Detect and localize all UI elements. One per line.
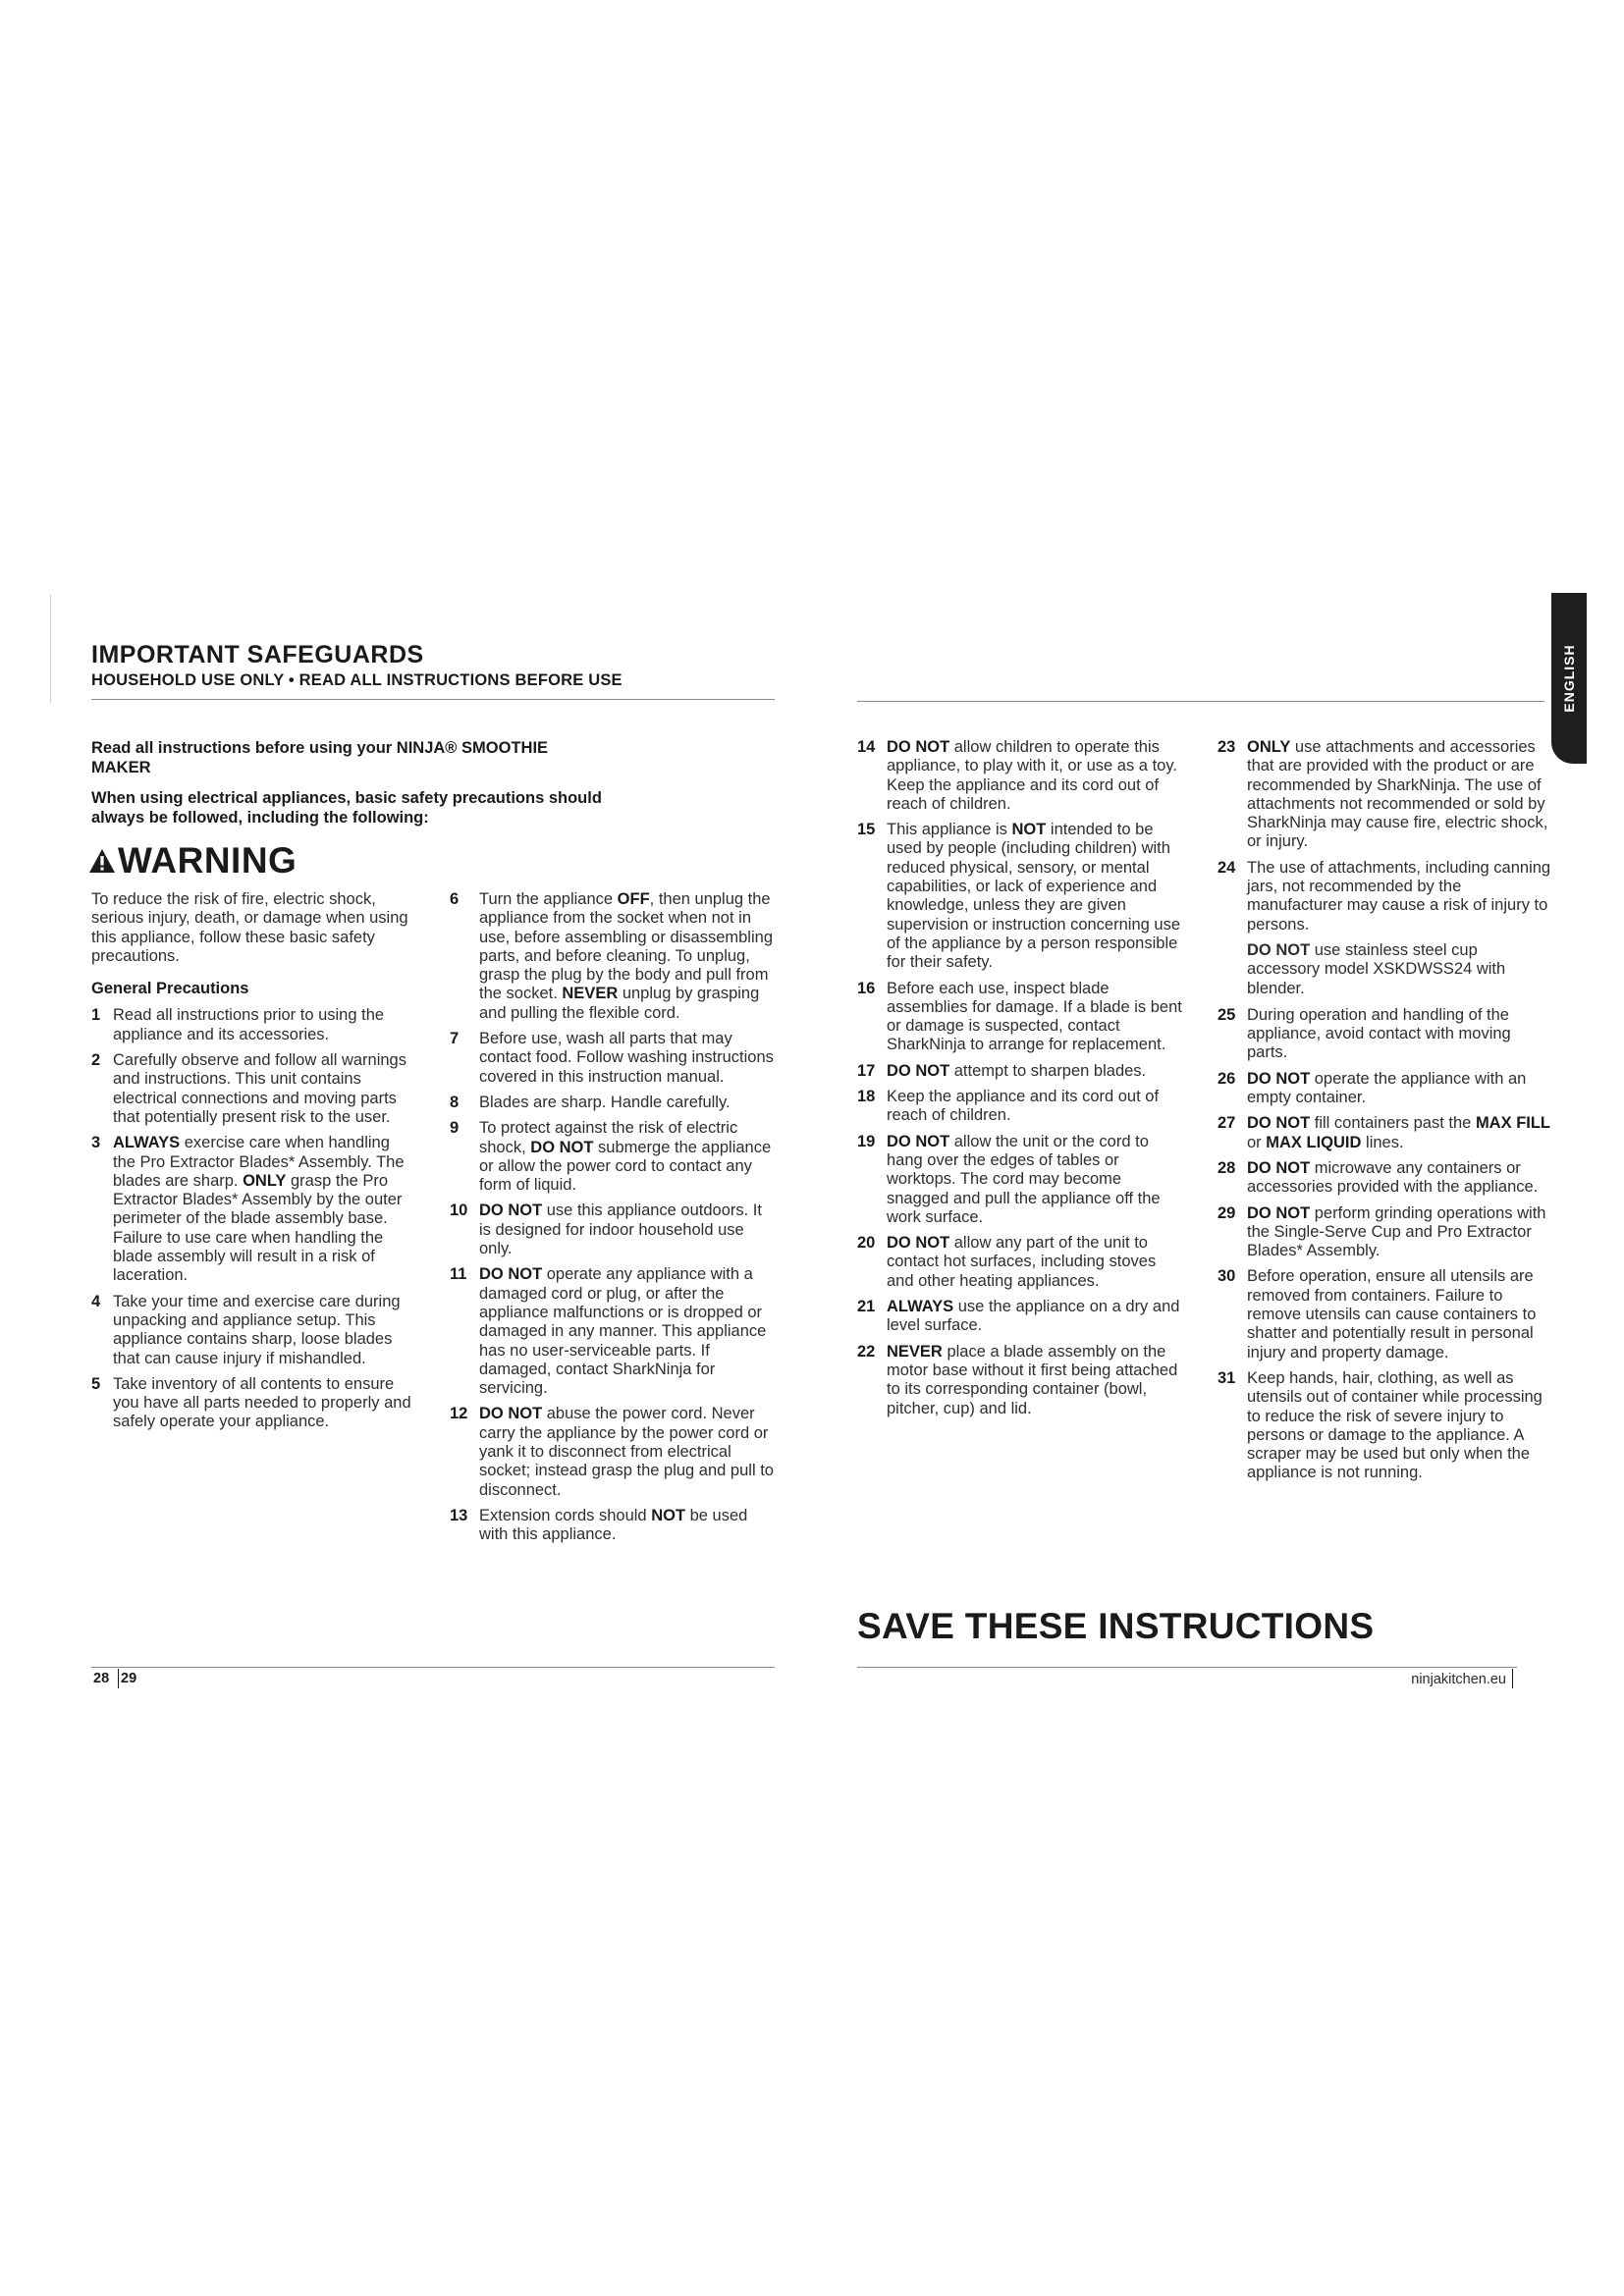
footer-url-rule: [1512, 1669, 1513, 1688]
list-item-note: DO NOT use stainless steel cup accessory model XSKDWSS24 with blender.: [1247, 940, 1506, 997]
list-item: 21 ALWAYS use the appliance on a dry and level surface.: [857, 1298, 1180, 1335]
column-3: [857, 738, 1186, 1425]
list-item: 18 Keep the appliance and its cord out of reach of children.: [857, 1088, 1160, 1125]
list-item: 5 Take inventory of all contents to ensure you have all parts needed to properly and safely operate your appliance.: [91, 1374, 411, 1431]
page-header: [91, 640, 779, 690]
warning-label: WARNING: [118, 840, 298, 881]
save-instructions-heading: SAVE THESE INSTRUCTIONS: [857, 1606, 1375, 1646]
list-item: 27 DO NOT fill containers past the MAX FILL or MAX LIQUID lines.: [1218, 1114, 1551, 1151]
list-item: 1 Read all instructions prior to using the appliance and its accessories.: [91, 1006, 385, 1043]
list-item: 10 DO NOT use this appliance outdoors. It is designed for indoor household use only.: [450, 1201, 762, 1258]
list-item: 11 DO NOT operate any appliance with a damaged cord or plug, or after the appliance malfunctions or is dropped or damaged in any manner. This appliance has no user-serviceable parts. If damaged, contact SharkNinja for servicing.: [450, 1265, 767, 1398]
list-item: 25 During operation and handling of the appliance, avoid contact with moving parts.: [1218, 1005, 1511, 1062]
list-item: 28 DO NOT microwave any containers or accessories provided with the appliance.: [1218, 1158, 1539, 1197]
list-item: 3 ALWAYS exercise care when handling the Pro Extractor Blades* Assembly. The blades are sharp. ONLY grasp the Pro Extractor Blades* Assembly by the outer perimeter of the blade assembly base. Failure to use care when handling the blade assembly will result in a risk of laceration.: [91, 1134, 405, 1285]
list-item: 9 To protect against the risk of electric shock, DO NOT submerge the appliance or allow the power cord to contact any form of liquid.: [450, 1119, 772, 1195]
footer-divider-left: [91, 1667, 775, 1668]
warning-heading: [88, 840, 297, 881]
list-item: 16 Before each use, inspect blade assemblies for damage. If a blade is bent or damage is suspected, contact SharkNinja to arrange for replacement.: [857, 979, 1182, 1054]
page-number-separator: [118, 1669, 119, 1688]
list-item: 24 The use of attachments, including canning jars, not recommended by the manufacturer may cause a risk of injury to persons.: [1218, 858, 1551, 934]
column-2: [450, 890, 774, 1552]
column-4: [1218, 738, 1551, 1490]
list-item: 30 Before operation, ensure all utensils are removed from containers. Failure to remove utensils can cause containers to shatter and potentially result in personal injury and property damage.: [1218, 1267, 1537, 1362]
language-tab-label: ENGLISH: [1561, 644, 1577, 713]
footer-website: ninjakitchen.eu: [1411, 1672, 1506, 1687]
list-item: 4 Take your time and exercise care during unpacking and appliance setup. This appliance contains sharp, loose blades that can cause injury if mishandled.: [91, 1292, 401, 1367]
list-item: 23 ONLY use attachments and accessories that are provided with the product or are recommended by SharkNinja. The use of attachments not recommended or sold by SharkNinja may cause fire, electric shock, or injury.: [1218, 738, 1548, 851]
left-margin-rule: [50, 595, 51, 703]
column-1: [91, 890, 415, 1439]
warning-text: To reduce the risk of fire, electric shock, serious injury, death, or damage when using this appliance, follow these basic safety precautions.: [91, 890, 408, 965]
intro-block: [91, 738, 602, 838]
list-item: 19 DO NOT allow the unit or the cord to hang over the edges of tables or worktops. The cord may become snagged and pull the appliance off the work surface.: [857, 1132, 1161, 1226]
list-item: 6 Turn the appliance OFF, then unplug the appliance from the socket when not in use, before assembling or disassembling parts, and before cleaning. To unplug, grasp the plug by the body and pull from the socket. NEVER unplug by grasping and pulling the flexible cord.: [450, 890, 773, 1022]
list-item: 26 DO NOT operate the appliance with an empty container.: [1218, 1069, 1527, 1107]
list-item: 14 DO NOT allow children to operate this appliance, to play with it, or use as a toy. Keep the appliance and its cord out of reach of children.: [857, 738, 1177, 813]
general-precautions-heading: General Precautions: [91, 980, 249, 998]
list-item: 7 Before use, wash all parts that may contact food. Follow washing instructions covered in this instruction manual.: [450, 1030, 774, 1086]
list-item: 13 Extension cords should NOT be used with this appliance.: [450, 1506, 748, 1544]
page-title: IMPORTANT SAFEGUARDS: [91, 641, 424, 668]
intro-read-instructions: Read all instructions before using your NINJA® SMOOTHIE MAKER: [91, 739, 549, 776]
list-item: 20 DO NOT allow any part of the unit to contact hot surfaces, including stoves and other heating appliances.: [857, 1234, 1157, 1290]
intro-precautions: When using electrical appliances, basic safety precautions should always be followed, including the following:: [91, 789, 602, 827]
list-item: 17 DO NOT attempt to sharpen blades.: [857, 1061, 1147, 1080]
language-tab: [1551, 593, 1587, 764]
list-item: 8 Blades are sharp. Handle carefully.: [450, 1093, 731, 1111]
list-item: 22 NEVER place a blade assembly on the motor base without it first being attached to its corresponding container (bowl, pitcher, cup) and lid.: [857, 1342, 1178, 1417]
warning-triangle-icon: [88, 848, 116, 874]
list-item: 2 Carefully observe and follow all warnings and instructions. This unit contains electrical connections and moving parts that potentially present risk to the user.: [91, 1051, 406, 1126]
footer-divider-right: [857, 1667, 1517, 1668]
list-item: 15 This appliance is NOT intended to be used by people (including children) with reduced physical, sensory, or mental capabilities, or lack of experience and knowledge, unless they are given supervision or instruction concerning use of the appliance by a person responsible for their safety.: [857, 821, 1180, 972]
page-subtitle: HOUSEHOLD USE ONLY • READ ALL INSTRUCTIONS BEFORE USE: [91, 671, 623, 689]
header-divider-right: [857, 701, 1544, 702]
page-number-right: 29: [121, 1671, 137, 1686]
list-item: 12 DO NOT abuse the power cord. Never carry the appliance by the power cord or yank it to disconnect from electrical socket; instead grasp the plug and pull to disconnect.: [450, 1405, 774, 1499]
header-divider-left: [91, 699, 775, 700]
list-item: 29 DO NOT perform grinding operations with the Single-Serve Cup and Pro Extractor Blades* Assembly.: [1218, 1203, 1546, 1260]
list-item: 31 Keep hands, hair, clothing, as well as utensils out of container while processing to reduce the risk of severe injury to persons or damage to the appliance. A scraper may be used but only when the appliance is not running.: [1218, 1368, 1543, 1482]
page-number-left: 28: [93, 1671, 110, 1686]
